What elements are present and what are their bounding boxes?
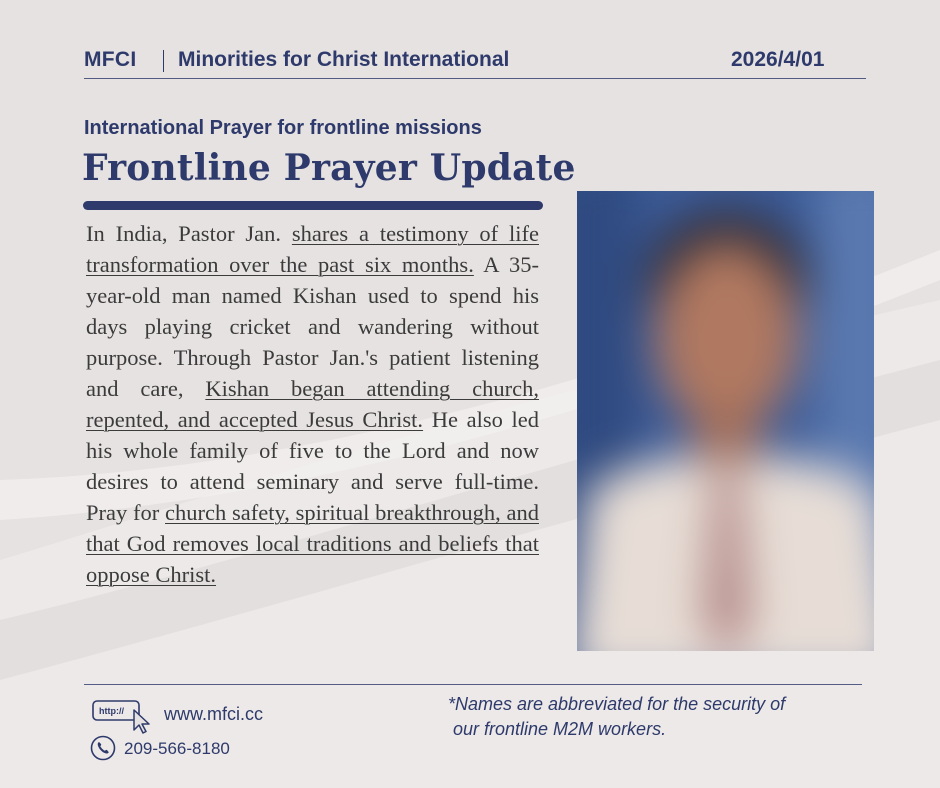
- prayer-update-body: [86, 218, 539, 590]
- phone-icon: [90, 735, 116, 766]
- security-note-line2: our frontline M2M workers.: [453, 719, 667, 739]
- org-full-name: Minorities for Christ International: [178, 48, 510, 71]
- title-underline-bar: [83, 201, 543, 210]
- security-note: [448, 692, 868, 742]
- body-text-2: A 35-year-old man named Kishan used to spend his days playing cricket and wandering without purpose. Through Pastor Jan.'s patient listening and care,: [86, 252, 539, 401]
- body-text-3: He also led his whole family of five to the Lord and now desires to attend seminary and serve full-time. Pray for: [86, 407, 540, 525]
- page-title: Frontline Prayer Update: [82, 147, 576, 189]
- web-link-icon: [92, 700, 156, 739]
- website-link[interactable]: www.mfci.cc: [164, 704, 263, 724]
- issue-date: 2026/4/01: [731, 48, 825, 71]
- body-highlight-2: Kishan began attending church, repented, and accepted Jesus Christ.: [86, 376, 539, 432]
- body-highlight-1: shares a testimony of life transformation over the past six months.: [86, 221, 539, 277]
- phone-number[interactable]: 209-566-8180: [124, 739, 230, 758]
- org-abbrev: MFCI: [84, 48, 137, 71]
- footer-rule: [84, 684, 862, 685]
- subtitle: International Prayer for frontline missions: [84, 117, 482, 139]
- header-rule: [84, 78, 866, 79]
- body-highlight-3: church safety, spiritual breakthrough, and that God removes local traditions and beliefs that oppose Christ.: [86, 500, 539, 587]
- web-icon-label: http://: [99, 706, 124, 716]
- header-divider: [163, 50, 164, 72]
- blurred-portrait-photo: [577, 191, 874, 651]
- portrait-icon: [577, 191, 874, 651]
- security-note-line1: *Names are abbreviated for the security of: [448, 694, 786, 714]
- body-text-1: In India, Pastor Jan.: [86, 221, 292, 246]
